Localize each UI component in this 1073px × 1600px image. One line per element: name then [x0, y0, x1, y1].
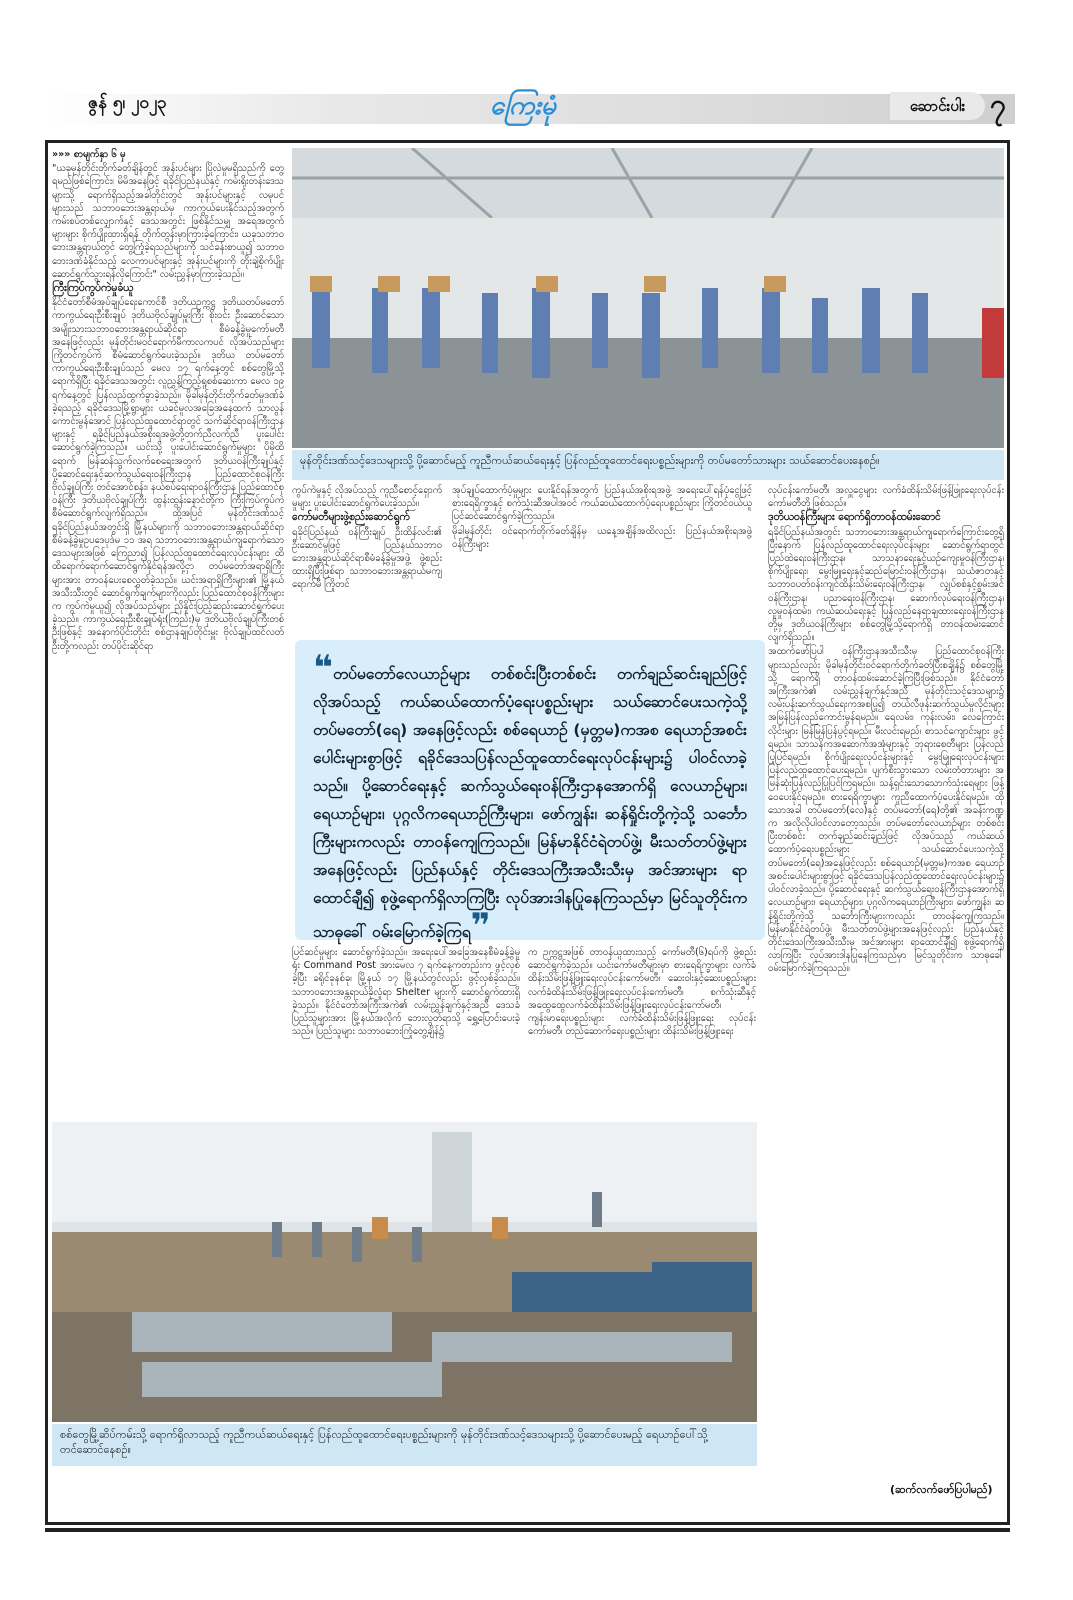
pull-quote: [295, 640, 765, 946]
column-paragraph: အထက်ဖော်ပြပါ ဝန်ကြီးဌာနအသီးသီးမှ ပြည်ထောင်စုဝန်ကြီးများသည်လည်း မိုခါမုန်တိုင်းဝင်ရောက်တိုက်ခတ်ပြီးစချိန်၌ စစ်တွေမြို့သို့ ရောက်ရှိ တာဝန်ထမ်းဆောင်ခဲ့ကြပြီးဖြစ်သည်။ နိုင်ငံတော်အကြီးအကဲ၏ လမ်းညွှန်ချက်နှင့်အညီ မုန်တိုင်းသင့်ဒေသများ၌ လမ်းပန်းဆက်သွယ်ရေးကအစပြု၍ တယ်လီဖုန်းဆက်သွယ်မှုလိုင်းများ အမြန်ပြန်လည်ကောင်းမွန်ရမည်။ ရေလမ်း၊ ကုန်းလမ်း၊ လေကြောင်းလိုင်းများ မြန်မြန်ပြန်ပွင့်ရမည်။ မီးလင်းရမည်၊ စာသင်ကျောင်းများ ဖွင့်ရမည်။ သာသနိကအဆောက်အအုံများနှင့် ဘုရားစေတီများ ပြန်လည်ပြုပြင်ရမည်။ စိုက်ပျိုးရေးလုပ်ငန်းများနှင့် မွေးမြူရေးလုပ်ငန်းများ ပြန်လည်ထူထောင်ပေးရမည်။ ပျက်စီးသွားသော လမ်းတံတားများ အမြန်ဆုံးပြန်လည်ပြုပြင်ကြရမည်။ သန့်ရှင်းသောသောက်သုံးရေများ ဖြန့်ဝေပေးနိုင်ရမည်။ စားရေရိက္ခာများ ကူညီထောက်ပံ့ပေးနိုင်ရမည်။ ထိုသောအခါ တပ်မတော်(လေ)နှင့် တပ်မတော်(ရေ)တို့၏ အခန်းကဏ္ဍက အလိုလိုပါဝင်လာတော့သည်။ တပ်မတော်လေယာဉ်များ တစ်စင်းပြီးတစ်စင်း တက်ချည်ဆင်းချည်ဖြင့် လိုအပ်သည့် ကယ်ဆယ်ထောက်ပံ့ရေးပစ္စည်းများ သယ်ဆောင်ပေးသကဲ့သို့ တပ်မတော်(ရေ)အနေဖြင့်လည်း စစ်ရေယာဉ်(မှတ္တမ)ကအစ ရေယာဉ်အစင်းပေါင်းများစွာဖြင့် ရခိုင်ဒေသပြန်လည်ထူထောင်ရေးလုပ်ငန်းများ၌ ပါဝင်လာခဲ့သည်။ ပို့ဆောင်ရေးနှင့် ဆက်သွယ်ရေးဝန်ကြီးဌာနအောက်ရှိ လေယာဉ်များ၊ ရေယာဉ်များ၊ ပုဂ္ဂလိကရေယာဉ်ကြီးများ၊ ဖော်ကျွန်း၊ ဆန်ရှိုင်းတို့ကဲ့သို့ သင်္ဘောကြီးများကလည်း တာဝန်ကျေကြသည်။ မြန်မာနိုင်ငံရဲတပ်ဖွဲ့၊ မီးသတ်တပ်ဖွဲ့များအနေဖြင့်လည်း ပြည်နယ်နှင့် တိုင်းဒေသကြီးအသီးသီးမှ အင်အားများ ရာထောင်ချီ၍ စုဖွဲ့ရောက်ရှိလာကြပြီး လုပ်အားဒါနပြုနေကြသည်မှာ မြင်သူတိုင်းက သာဓုခေါ် ဝမ်းမြောက်ခဲ့ကြရသည်။: [768, 646, 1004, 975]
column-paragraph: နိုင်ငံတော်စီမံအုပ်ချုပ်ရေးကောင်စီ ဒုတိယဥက္ကဋ္ဌ ဒုတိယတပ်မတော်ကာကွယ်ရေးဦးစီးချုပ် ဒုတိယဗိုလ်ချုပ်မှူးကြီး စိုးဝင်း ဦးဆောင်သော အမျိုးသားသဘာဝဘေးအန္တရာယ်ဆိုင်ရာ စီမံခန့်ခွဲမှုကော်မတီအနေဖြင့်လည်း မုန်တိုင်းမဝင်ရောက်မီကာလကပင် လိုအပ်သည်များ ကြိုတင်ကွပ်ကဲ စီမံဆောင်ရွက်ပေးခဲ့သည်။ ဒုတိယ တပ်မတော်ကာကွယ်ရေးဦးစီးချုပ်သည် မေလ ၁၇ ရက်နေ့တွင် စစ်တွေမြို့သို့ရောက်ရှိပြီး ရခိုင်ဒေသအတွင်း လူညွှန့်ကြည့်ရှုစစ်ဆေးကာ မေလ ၁၉ ရက်နေ့တွင် ပြန်လည်ထွက်ခွာခဲ့သည်။ မိုခါမုန်တိုင်းတိုက်ခတ်မှုဒဏ်ခံခဲ့ရသည့် ရခိုင်ဒေသမြို့ရွာများ ယခင်မူလအခြေအနေထက် သာလွန်ကောင်းမွန်အောင် ပြန်လည်ထူထောင်ရာတွင် သက်ဆိုင်ရာဝန်ကြီးဌာနများနှင့် ရခိုင်ပြည်နယ်အစိုးရအဖွဲ့တို့တက်ညီလက်ညီ ပူးပေါင်းဆောင်ရွက်ခဲ့ကြသည်။ ယင်းသို့ ပူးပေါင်းဆောင်ရွက်မှုများ ပိုမိုထိရောက် မြန်ဆန်သွက်လက်စေရေးအတွက် ဒုတိယဝန်ကြီးချုပ်နှင့် ပို့ဆောင်ရေးနှင့်ဆက်သွယ်ရေးဝန်ကြီးဌာန ပြည်ထောင်စုဝန်ကြီး ဗိုလ်ချုပ်ကြီး တင်အောင်စန်း၊ နယ်စပ်ရေးရာဝန်ကြီးဌာန ပြည်ထောင်စုဝန်ကြီး ဒုတိယဗိုလ်ချုပ်ကြီး ထွန်းထွန်းနောင်တို့က ကြီးကြပ်ကွပ်ကဲစီမံဆောင်ရွက်လျက်ရှိသည်။ ထို့အပြင် မုန်တိုင်းဒဏ်သင့် ရခိုင်ပြည်နယ်အတွင်းရှိ မြို့နယ်များကို သဘာဝဘေးအန္တရာယ်ဆိုင်ရာစီမံခန့်ခွဲမှုဥပဒေပုဒ်မ ၁၁ အရ သဘာဝဘေးအန္တရာယ်ကျရောက်သောဒေသများအဖြစ် ကြေညာ၍ ပြန်လည်ထူထောင်ရေးလုပ်ငန်းများ ထိထိရောက်ရောက်ဆောင်ရွက်နိုင်ရန်အလို့ငှာ တပ်မတော်အရာရှိကြီးများအား တာဝန်ပေးစေလွှတ်ခဲ့သည်။ ယင်းအရာရှိကြီးများ၏ မြို့နယ်အသီးသီးတွင် ဆောင်ရွက်ချက်များကိုလည်း ပြည်ထောင်စုဝန်ကြီးများက ကွပ်ကဲမှုယူ၍ လိုအပ်သည်များ ညှိနှိုင်းပြည့်ဆည်းဆောင်ရွက်ပေးခဲ့သည်။ ကာကွယ်ရေးဦးစီးချုပ်ရုံး(ကြည်း)မှ ဒုတိယဗိုလ်ချုပ်ကြီးတစ်ဦးဖြစ်နှင့် အနောက်ပိုင်းတိုင်း စစ်ဌာနချုပ်တိုင်းမှူး ဗိုလ်ချုပ်ထင်လတ်ဦးတို့ကလည်း တပ်ပိုင်းဆိုင်ရာ: [52, 297, 284, 652]
col2-text-b: ရခိုင်ပြည်နယ် ဝန်ကြီးချုပ် ဦးထိန်လင်း၏ ဦးဆောင်မှုဖြင့် ပြည်နယ်သဘာဝဘေးအန္တရာယ်ဆိုင်ရာစီမံခန့်ခွဲမှုအဖွဲ့ ဖွဲ့စည်းထားရှိပြီးဖြစ်ရာ သဘာဝဘေးအန္တရာယ်မကျရောက်မီ ကြိုတင်: [292, 526, 442, 591]
article-column-2-bottom: [292, 946, 520, 1116]
column-paragraph: လုပ်ငန်းကော်မတီ၊ အလှူငွေများ လက်ခံထိန်းသိမ်းဖြန့်ဖြူးရေးလုပ်ငန်းကော်မတီတို့ဖြစ်သည်။: [768, 485, 1004, 510]
continued-from-note: »»» စာမျက်နှာ ၆ မှ: [52, 149, 126, 160]
col2-subhead: ကော်မတီများဖွဲ့စည်းဆောင်ရွက်: [292, 511, 410, 524]
photo-sailors-loading-image: [292, 148, 1004, 448]
col3-text-a: အုပ်ချုပ်ထောက်ပံ့မှုများ ပေးနိုင်ရန်အတွက် ပြည်နယ်အစိုးရအဖွဲ့ အရေးပေါ်ရန်ပုံငွေဖြင့် စားရေရိက္ခာနှင့် စက်သုံးဆီအပါအဝင် ကယ်ဆယ်ထောက်ပံ့ရေးပစ္စည်းများ ကြိုတင်ဝယ်ယူ ပြင်ဆင်ဆောင်ရွက်ခဲ့ကြသည်။: [452, 485, 752, 523]
column-paragraph: "ယခုမုန်တိုင်းတိုက်ခတ်ချိန်တွင် အုန်းပင်များ ပြိုလဲမှုမရှိသည်ကို တွေ့ရမည်ဖြစ်ကြောင်း၊ မိမိအနေဖြင့် ရခိုင်ပြည်နယ်နှင့် ကမ်းရိုးတန်းဒေသများသို့ ရောက်ရှိသည့်အခါတိုင်းတွင် အုန်းပင်များနှင့် လမုပင်များသည် သဘာဝဘေးအန္တရာယ်မှ ကာကွယ်ပေးနိုင်သည့်အတွက် ကမ်းစပ်တစ်လျှောက်နှင့် ဒေသအတွင်း ဖြစ်နိုင်သမျှ အရေအတွက်များများ စိုက်ပျိုးထားရှိရန် တိုက်တွန်းမှာကြားခဲ့ကြောင်း၊ ယခုသဘာဝဘေးအန္တရာယ်တွင် တွေ့ကြုံခဲ့ရသည်များကို သင်ခန်းစာယူ၍ သဘာဝဘေးဒဏ်ခံနိုင်သည့် လေကာပင်များနှင့် အုန်းပင်များကို တိုးချဲ့စိုက်ပျိုးဆောင်ရွက်သွားရန်လိုကြောင်း" လမ်းညွှန်မှာကြားခဲ့သည်။: [52, 163, 284, 280]
photo-sailors-loading: [292, 148, 1004, 448]
article-column-3-bottom: [528, 946, 756, 1116]
top-photo-caption: မုန်တိုင်းဒဏ်သင့်ဒေသများသို့ ပို့ဆောင်မည့် ကူညီကယ်ဆယ်ရေးနှင့် ပြန်လည်ထူထောင်ရေးပစ္စည်းများကို တပ်မတော်သားများ သယ်ဆောင်ပေးနေစဉ်။: [292, 450, 1004, 480]
issue-date: ဇွန် ၅၊ ၂၀၂၃: [88, 93, 167, 113]
masthead-logo: ကြေးမုံ: [490, 91, 556, 121]
pull-quote-text: တပ်မတော်လေယာဉ်များ တစ်စင်းပြီးတစ်စင်း တက်ချည်ဆင်းချည်ဖြင့် လိုအပ်သည့် ကယ်ဆယ်ထောက်ပံ့ရေးပစ္စည်းများ သယ်ဆောင်ပေးသကဲ့သို့ တပ်မတော်(ရေ) အနေဖြင့်လည်း စစ်ရေယာဉ် (မှတ္တမ)ကအစ ရေယာဉ်အစင်းပေါင်းများစွာဖြင့် ရခိုင်ဒေသပြန်လည်ထူထောင်ရေးလုပ်ငန်းများ၌ ပါဝင်လာခဲ့သည်။ ပို့ဆောင်ရေးနှင့် ဆက်သွယ်ရေးဝန်ကြီးဌာနအောက်ရှိ လေယာဉ်များ၊ ရေယာဉ်များ၊ ပုဂ္ဂလိကရေယာဉ်ကြီးများ၊ ဖော်ကျွန်း၊ ဆန်ရှိုင်းတို့ကဲ့သို့ သင်္ဘောကြီးများကလည်း တာဝန်ကျေကြသည်။ မြန်မာနိုင်ငံရဲတပ်ဖွဲ့၊ မီးသတ်တပ်ဖွဲ့များအနေဖြင့်လည်း ပြည်နယ်နှင့် တိုင်းဒေသကြီးအသီးသီးမှ အင်အားများ ရာထောင်ချီ၍ စုဖွဲ့ရောက်ရှိလာကြပြီး လုပ်အားဒါနပြုနေကြသည်မှာ မြင်သူတိုင်းက သာဓုခေါ် ဝမ်းမြောက်ခဲ့ကြရ: [313, 665, 747, 941]
continued-note: (ဆက်လက်ဖော်ပြပါမည်): [890, 1483, 993, 1496]
col2-text-a: ကွပ်ကဲမှုနှင့် လိုအပ်သည့် ကူညီစောင့်ရှောက်မှုများ ပူးပေါင်းဆောင်ရွက်ပေးခဲ့သည်။: [292, 485, 442, 510]
close-quote-icon: ❞: [470, 906, 491, 946]
col3-text-b: မိုခါမုန်တိုင်း ဝင်ရောက်တိုက်ခတ်ချိန်မှ ယနေ့အချိန်အထိလည်း ပြည်နယ်အစိုးရအဖွဲ့ ဝန်ကြီးများ: [452, 525, 752, 550]
article-column-4: [768, 484, 1004, 1479]
section-label: ဆောင်းပါး: [890, 92, 985, 120]
photo-port-materials: [52, 1122, 757, 1422]
column-subheading: ဒုတိယဝန်ကြီးများ ရောက်ရှိတာဝန်ထမ်းဆောင်: [768, 511, 941, 524]
column-subheading: ကြီးကြပ်ကွပ်ကဲမှုခံယူ: [52, 282, 134, 295]
col2-text-c: ပြင်ဆင်မှုများ ဆောင်ရွက်ခဲ့သည်။ အရေးပေါ်အခြေအနေစီမံခန့်ခွဲမှုရုံး Command Post အားမေလ ၇ ရက်နေ့ကတည်းက ဖွင့်လှစ်ခဲ့ပြီး ခရိုင်ခုနစ်ခု၊ မြို့နယ် ၁၇ မြို့နယ်တွင်လည်း ဖွင့်လှစ်ခဲ့သည်။ သဘာဝဘေးအန္တရာယ်ခိုလှုံရာ Shelter များကို ဆောင်ရွက်ထားရှိခဲ့သည်။ နိုင်ငံတော်အကြီးအကဲ၏ လမ်းညွှန်ချက်နှင့်အညီ ဒေသခံပြည်သူများအား မြို့နယ်အလိုက် ဘေးလွတ်ရာသို့ ရွှေ့ပြောင်းပေးခဲ့သည်။ ပြည်သူများ သဘာဝဘေးကြုံတွေ့ချိန်၌: [292, 947, 520, 1038]
article-column-1: [52, 148, 284, 1268]
article-column-3-top: [452, 484, 752, 636]
bottom-photo-caption: စစ်တွေမြို့ဆိပ်ကမ်းသို့ ရောက်ရှိလာသည့် ကူညီကယ်ဆယ်ရေးနှင့် ပြန်လည်ထူထောင်ရေးပစ္စည်းများကို မုန်တိုင်းဒဏ်သင့်ဒေသများသို့ ပို့ဆောင်ပေးမည့် ရေယာဉ်ပေါ်သို့ တင်ဆောင်နေစဉ်။: [52, 1424, 757, 1466]
open-quote-icon: ❝: [313, 648, 333, 688]
footer-rule: [45, 1528, 1010, 1532]
article-column-2-top: [292, 484, 442, 636]
column-paragraph: ရခိုင်ပြည်နယ်အတွင်း သဘာဝဘေးအန္တရာယ်ကျရောက်ကြောင်းတွေ့ရှိပြီးနောက် ပြန်လည်ထူထောင်ရေးလုပ်ငန်းများ ဆောင်ရွက်ရာတွင် ပြည်ထဲရေးဝန်ကြီးဌာန၊ သာသနာရေးနှင့်ယဉ်ကျေးမှုဝန်ကြီးဌာန၊ စိုက်ပျိုးရေး၊ မွေးမြူရေးနှင့်ဆည်မြောင်းဝန်ကြီးဌာန၊ သယံဇာတနှင့်သဘာဝပတ်ဝန်းကျင်ထိန်းသိမ်းရေးဝန်ကြီးဌာန၊ လျှပ်စစ်နှင့်စွမ်းအင်ဝန်ကြီးဌာန၊ ပညာရေးဝန်ကြီးဌာန၊ ဆောက်လုပ်ရေးဝန်ကြီးဌာန၊ လူမှုဝန်ထမ်း၊ ကယ်ဆယ်ရေးနှင့် ပြန်လည်နေရာချထားရေးဝန်ကြီးဌာနတို့မှ ဒုတိယဝန်ကြီးများ စစ်တွေမြို့သို့ရောက်ရှိ တာဝန်ထမ်းဆောင်လျက်ရှိသည်။: [768, 526, 1004, 644]
col3-text-c: က ဥက္ကဋ္ဌအဖြစ် တာဝန်ယူထားသည့် ကော်မတီ(၆)ရပ်ကို ဖွဲ့စည်းဆောင်ရွက်ခဲ့သည်။ ယင်းကော်မတီများမှာ စားရေရိက္ခာများ လက်ခံထိန်းသိမ်းဖြန့်ဖြူးရေးလုပ်ငန်းကော်မတီ၊ ဆေးဝါးနှင့်ဆေးပစ္စည်းများ လက်ခံထိန်းသိမ်းဖြန့်ဖြူးရေးလုပ်ငန်းကော်မတီ၊ စက်သုံးဆီနှင့် အထွေထွေလက်ခံထိန်းသိမ်းဖြန့်ဖြူးရေးလုပ်ငန်းကော်မတီ၊ ကျန်းမာရေးပစ္စည်းများ လက်ခံထိန်းသိမ်းဖြန့်ဖြူးရေး လုပ်ငန်းကော်မတီ၊ တည်ဆောက်ရေးပစ္စည်းများ ထိန်းသိမ်းဖြန့်ဖြူးရေး: [528, 947, 756, 1038]
photo-port-materials-image: [52, 1122, 757, 1422]
page-number: ၇: [990, 88, 1006, 121]
